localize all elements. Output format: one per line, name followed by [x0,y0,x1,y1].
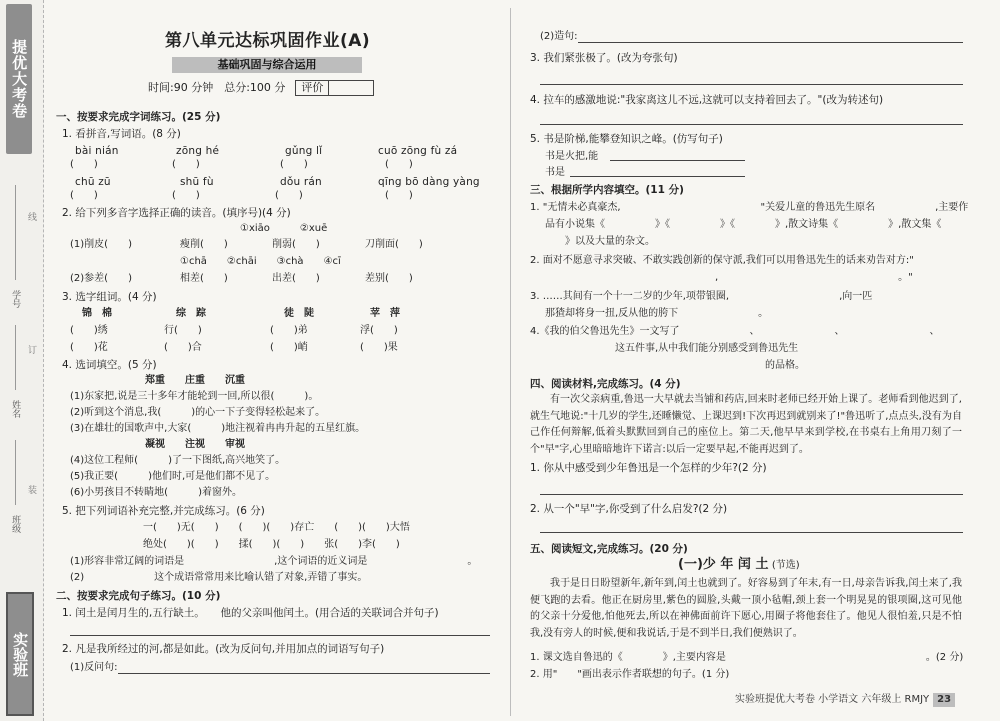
exam-info [148,80,374,96]
answer-blank[interactable]: ( ) [385,190,413,201]
binding-line [15,325,16,390]
answer-line[interactable] [118,673,490,674]
sentence-question-3: 3. 我们紧张极了。(改为夸张句) [530,52,678,64]
pinyin-prompt: cuō zōng fù zá [378,145,458,157]
question-1-3: 3. 选字组词。(4 分) [62,291,157,303]
fill-3-line-b[interactable]: 那猹却将身一扭,反从他的胯下 。 [545,308,769,319]
reading-question-5-1[interactable]: 1. 课文选自鲁迅的《 》,主要内容是 。(2 分) [530,652,964,663]
word-blank[interactable]: ( )弟 [270,325,308,336]
char-pair: 苹 萍 [370,308,400,319]
question-1-4: 4. 选词填空。(5 分) [62,359,157,371]
time-score: 时间:90 分钟 总分:100 分 [148,80,286,94]
idiom-row[interactable]: 一( )无( ) ( )( )存亡 ( )( )大悟 [143,522,410,533]
student-id-label: 学号 [10,290,21,308]
fill-3-line-a[interactable]: 3. ……其间有一个十一二岁的少年,项带银圈, ,向一匹 [530,291,953,302]
pinyin-prompt: zōng hé [176,145,220,157]
word-blank[interactable]: ( )果 [360,342,398,353]
fill-2-line-b[interactable]: , 。" [545,272,913,283]
page-title: 第八单元达标巩固作业(A) [165,31,371,51]
idiom-question[interactable]: (2) 这个成语常常用来比喻认错了对象,弄错了事实。 [70,572,368,583]
section-4-heading: 四、阅读材料,完成练习。(4 分) [530,378,681,390]
word-blank[interactable]: ( )峭 [270,342,308,353]
polyphone-item[interactable]: 刀削面( ) [365,239,423,250]
answer-blank[interactable]: ( ) [280,159,308,170]
fill-2-line-a[interactable]: 2. 面对不愿意寻求突破、不敢实践创新的保守派,我们可以用鲁迅先生的话来劝告对方:" [530,255,914,266]
word-blank[interactable]: ( )花 [70,342,108,353]
fill-item[interactable]: (2)听到这个消息,我( )的心一下子变得轻松起来了。 [70,407,326,418]
footer-text: 实验班提优大考卷 小学语文 六年级上 RMJY [735,694,930,705]
word-bank: 郑重 庄重 沉重 [145,375,245,386]
pronunciation-options: ①xiāo ②xuē [240,223,328,234]
imitation-prompt-a: 书是火把,能 [545,151,599,162]
student-name-label: 姓名 [10,400,21,418]
pinyin-prompt: qīng bō dàng yàng [378,176,480,188]
polyphone-item[interactable]: 差别( ) [365,273,413,284]
question-1-5: 5. 把下列词语补充完整,并完成练习。(6 分) [62,505,265,517]
pinyin-prompt: bài nián [75,145,119,157]
binding-strip [0,0,44,721]
sentence-question-4: 4. 拉车的感激地说:"我家离这儿不远,这就可以支持着回去了。"(改为转述句) [530,94,884,106]
answer-blank[interactable]: ( ) [385,159,413,170]
pinyin-prompt: chū zū [75,176,111,188]
polyphone-item[interactable]: (2)参差( ) [70,273,132,284]
fill-4-line-a[interactable]: 4.《我的伯父鲁迅先生》一文写了 、 、 、 [530,326,940,337]
reading-passage-2: 我于是日日盼望新年,新年到,闰土也就到了。好容易到了年末,有一日,母亲告诉我,闰土来了,我便飞跑的去看。他正在厨房里,紫色的圆脸,头戴一顶小毡帽,颈上套一个明晃晃的银项圈,这可见他的父亲十分爱他,怕他死去,所以在神佛面前许下愿心,用圈子将他套住了。他见人很怕羞,只是不怕我,没有旁人的时候,便和我说话,于是不到半日,我们便熟识了。 [530,578,962,639]
brand-logo-bottom: 实验班 [6,592,34,716]
pinyin-prompt: shū fù [180,176,214,188]
story-heading [678,556,800,574]
sentence-question-1: 1. 闰土是闰月生的,五行缺土。 他的父亲叫他闰土。(用合适的关联词合并句子) [62,607,439,619]
story-title: (一)少 年 闰 土 [678,557,769,572]
brand-logo-top: 提优大考卷 [6,4,32,154]
polyphone-item[interactable]: (1)削皮( ) [70,239,132,250]
reading-question-4-1: 1. 你从中感受到少年鲁迅是一个怎样的少年?(2 分) [530,462,767,474]
idiom-question[interactable]: (1)形容非常辽阔的词语是 ,这个词语的近义词是 。 [70,556,478,567]
pinyin-prompt: gǔng lǐ [285,145,323,157]
fill-item[interactable]: (3)在雄壮的国歌声中,大家( )地注视着冉冉升起的五星红旗。 [70,423,366,434]
answer-blank[interactable]: ( ) [172,190,200,201]
answer-blank[interactable]: ( ) [70,190,98,201]
polyphone-item[interactable]: 相差( ) [180,273,228,284]
answer-line[interactable] [540,84,963,85]
binding-line [15,440,16,505]
char-pair: 综 踪 [176,308,206,319]
cut-line-mark: 订 [28,346,38,356]
word-blank[interactable]: 浮( ) [360,325,398,336]
evaluation-box: 评价 [295,80,374,96]
char-pair: 锦 棉 [82,308,112,319]
fill-item[interactable]: (6)小男孩目不转睛地( )着窗外。 [70,487,242,498]
fill-4-line-c[interactable]: 的品格。 [545,360,805,371]
word-bank: 凝视 注视 审视 [145,439,245,450]
fill-item[interactable]: (1)东家把,说是三十多年才能轮到一回,所以很( )。 [70,391,319,402]
page-number: 23 [933,693,955,707]
fill-item[interactable]: (4)这位工程师( )了一下图纸,高兴地笑了。 [70,455,286,466]
answer-line[interactable] [540,494,963,495]
answer-line[interactable] [70,635,490,636]
column-divider [510,8,511,716]
word-blank[interactable]: ( )绣 [70,325,108,336]
page-footer [735,693,955,707]
fill-1-line-c[interactable]: 》以及大量的杂文。 [545,236,655,247]
fill-item[interactable]: (5)我正要( )他们时,可是他们都不见了。 [70,471,276,482]
answer-blank[interactable]: ( ) [172,159,200,170]
cut-line-mark: 装 [28,486,38,496]
imitation-prompt-b: 书是 [545,167,565,178]
answer-line[interactable] [570,176,745,177]
section-1-heading: 一、按要求完成字词练习。(25 分) [56,111,221,123]
word-blank[interactable]: ( )合 [164,342,202,353]
binding-line [15,185,16,280]
reading-passage-1: 有一次父亲病重,鲁迅一大早就去当铺和药店,回来时老师已经开始上课了。老师看到他迟到了,就生气地说:"十几岁的学生,还睡懒觉、上课迟到!下次再迟到就别来了!"鲁迅听了,点点头,没有为自己作任何辩解,低着头默默回到自己的座位上。第二天,他早早来到学校,在书桌右上角用刀刻了一个"早"字,心里暗暗地许下诺言:以后一定要早起,不能再迟到了。 [530,394,962,455]
pinyin-prompt: dǒu rán [280,176,322,188]
story-note: (节选) [771,560,800,571]
polyphone-item[interactable]: 出差( ) [272,273,320,284]
answer-blank[interactable]: ( ) [275,190,303,201]
answer-line[interactable] [540,532,963,533]
idiom-row[interactable]: 绝处( )( ) 揉( )( ) 张( )李( ) [143,539,400,550]
word-blank[interactable]: 行( ) [164,325,202,336]
pronunciation-options: ①chā ②chāi ③chà ④cī [180,256,341,267]
cut-line-mark: 线 [28,213,38,223]
section-2-heading: 二、按要求完成句子练习。(10 分) [56,590,221,602]
fill-1-line-b[interactable]: 品有小说集《 》《 》《 》,散文诗集《 》,散文集《 [545,219,972,230]
answer-blank[interactable]: ( ) [70,159,98,170]
question-1-1: 1. 看拼音,写词语。(8 分) [62,128,181,140]
section-3-heading: 三、根据所学内容填空。(11 分) [530,184,684,196]
fill-4-line-b[interactable]: 这五件事,从中我们能分别感受到鲁迅先生 [545,343,969,354]
page-subtitle: 基础巩固与综合运用 [172,57,362,73]
answer-line[interactable] [540,124,963,125]
reading-question-4-2: 2. 从一个"早"字,你受到了什么启发?(2 分) [530,503,728,515]
answer-line[interactable] [578,42,963,43]
section-5-heading: 五、阅读短文,完成练习。(20 分) [530,543,688,555]
sentence-question-5: 5. 书是阶梯,能攀登知识之峰。(仿写句子) [530,133,723,145]
rhetorical-label: (1)反问句: [70,662,118,673]
class-label: 班级 [10,515,21,533]
reading-question-5-2[interactable]: 2. 用" "画出表示作者联想的句子。(1 分) [530,669,730,680]
answer-line[interactable] [610,160,745,161]
fill-1-line-a[interactable]: 1. "无情未必真豪杰, "关爱儿童的鲁迅先生原名 ,主要作 [530,202,969,213]
polyphone-item[interactable]: 瘦削( ) [180,239,228,250]
sentence-question-2: 2. 凡是我所经过的河,都是如此。(改为反问句,并用加点的词语写句子) [62,643,385,655]
polyphone-item[interactable]: 削弱( ) [272,239,320,250]
char-pair: 徒 陡 [284,308,314,319]
make-sentence-label: (2)造句: [540,31,578,42]
evaluation-field[interactable] [329,81,373,95]
question-1-2: 2. 给下列多音字选择正确的读音。(填序号)(4 分) [62,207,291,219]
